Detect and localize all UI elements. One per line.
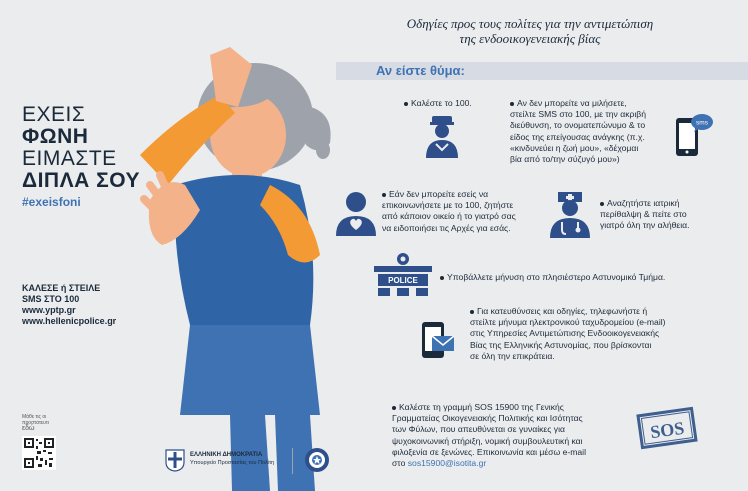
victim-header: Αν είστε θύμα: [376, 63, 465, 78]
qr-code-icon[interactable] [22, 436, 56, 470]
sos-stamp-label: SOS [649, 417, 686, 443]
sos-text-1: Καλέστε τη γραμμή SOS 15900 της Γενικής [399, 402, 564, 412]
guidance-text-3: στις Υπηρεσίες Αντιμετώπισης Ενδοοικογενειακής [470, 328, 660, 339]
item-relative [382, 189, 542, 234]
mobile-email-icon [420, 320, 456, 360]
qr-note-1: Μάθε τις οι [22, 414, 47, 420]
item-police [440, 272, 665, 283]
item-sms [510, 98, 678, 165]
sos-email-link[interactable]: sos15900@isotita.gr [407, 458, 487, 469]
police-officer-icon [424, 114, 460, 158]
bullet [510, 102, 514, 106]
sms-text-6: βία από το/την σύζυγό μου») [510, 154, 620, 165]
police-station-icon [370, 252, 436, 296]
website-hellenicpolice[interactable]: www.hellenicpolice.gr [22, 316, 117, 326]
guidance-text-4: Βίας της Ελληνικής Αστυνομίας, που βρίσκονται [470, 339, 652, 350]
sos-stamp-icon [636, 404, 698, 452]
qr-note-2: προστατευτι [22, 420, 49, 426]
sos-text-3: των Φύλων, που απευθύνεται σε γυναίκες για [392, 424, 565, 435]
sos-text-6: στο [392, 458, 408, 469]
slogan-line-3: ΕΙΜΑΣΤΕ [22, 147, 117, 170]
mobile-sms-icon [674, 112, 714, 160]
bullet [600, 202, 604, 206]
person-heart-icon [334, 190, 378, 236]
website-yptp[interactable]: www.yptp.gr [22, 305, 76, 315]
item-medical [600, 198, 720, 232]
sms-text-3: διεύθυνση, το ονοματεπώνυμο & το [510, 120, 646, 131]
police-badge-icon [304, 447, 330, 473]
sms-text-2: στείλτε SMS στο 100, με την ακριβή [510, 109, 647, 120]
item-sos [392, 402, 632, 469]
bullet [470, 310, 474, 314]
guidance-text-2: στείλτε μήνυμα ηλεκτρονικού ταχυδρομείου (e-mail) [470, 317, 666, 328]
police-sign-label: POLICE [388, 276, 418, 285]
contact-line-1: ΚΑΛΕΣΕ ή ΣΤΕΙΛΕ [22, 283, 101, 293]
item-call-100-text: Καλέστε το 100. [411, 98, 472, 108]
bullet [404, 102, 408, 106]
title-line-1: Οδηγίες προς τους πολίτες για την αντιμετώπιση [406, 16, 654, 31]
footer-org-sub: Υπουργείο Προστασίας του Πολίτη [190, 460, 275, 466]
relative-text-3: από κάποιον οικείο ή το γιατρό σας [382, 211, 516, 222]
contact-line-2: SMS ΣΤΟ 100 [22, 294, 80, 304]
slogan-line-1: ΕΧΕΙΣ [22, 103, 86, 126]
sos-text-4: ψυχοκοινωνική στήριξη, νομική συμβουλευτική και [392, 435, 583, 446]
title-line-2: της ενδοοικογενειακής βίας [459, 31, 601, 46]
sos-text-2: Γραμματείας Οικογενειακής Πολιτικής και Ισότητας [392, 413, 583, 424]
sms-text-5: «κινδυνεύει η ζωή μου», «δέχομαι [510, 142, 639, 153]
relative-text-2: επικοινωνήσετε με το 100, ζητήστε [382, 200, 514, 211]
relative-text-4: να ειδοποιήσει τις Αρχές για εσάς. [382, 222, 511, 233]
police-text: Υποβάλλετε μήνυση στο πλησιέστερο Αστυνομικό Τμήμα. [447, 272, 666, 282]
guidance-text-5: σε όλη την επικράτεια. [470, 350, 555, 361]
bullet [382, 193, 386, 197]
greek-emblem-icon [164, 448, 186, 472]
footer-org-name: ΕΛΛΗΝΙΚΗ ΔΗΜΟΚΡΑΤΙΑ [190, 452, 263, 458]
qr-note-3: εδώ [22, 425, 35, 432]
sms-text-4: είδος της επείγουσας ανάγκης (π.χ. [510, 131, 645, 142]
bullet [392, 406, 396, 410]
medical-text-2: περίθαλψη & πείτε στο [600, 209, 687, 220]
bullet [440, 276, 444, 280]
item-guidance [470, 306, 700, 362]
guidance-text-1: Για κατευθύνσεις και οδηγίες, τηλεφωνήστε ή [477, 306, 648, 316]
sms-bubble-label: sms [696, 119, 708, 127]
doctor-icon [548, 190, 592, 238]
footer-divider [292, 448, 293, 474]
sms-text-1: Αν δεν μπορείτε να μιλήσετε, [517, 98, 627, 108]
slogan-line-4: ΔΙΠΛΑ ΣΟΥ [22, 169, 140, 192]
item-call-100 [404, 98, 472, 109]
hashtag: #exeisfoni [22, 195, 81, 209]
woman-illustration [120, 35, 360, 491]
slogan-line-2: ΦΩΝΗ [22, 125, 89, 148]
relative-text-1: Εάν δεν μπορείτε εσείς να [389, 189, 489, 199]
sos-text-5: φιλοξενία σε ξενώνες. Επικοινωνία και μέσω e-mail [392, 446, 586, 457]
medical-text-1: Αναζητήστε ιατρική [607, 198, 680, 208]
medical-text-3: γιατρό όλη την αλήθεια. [600, 220, 690, 231]
